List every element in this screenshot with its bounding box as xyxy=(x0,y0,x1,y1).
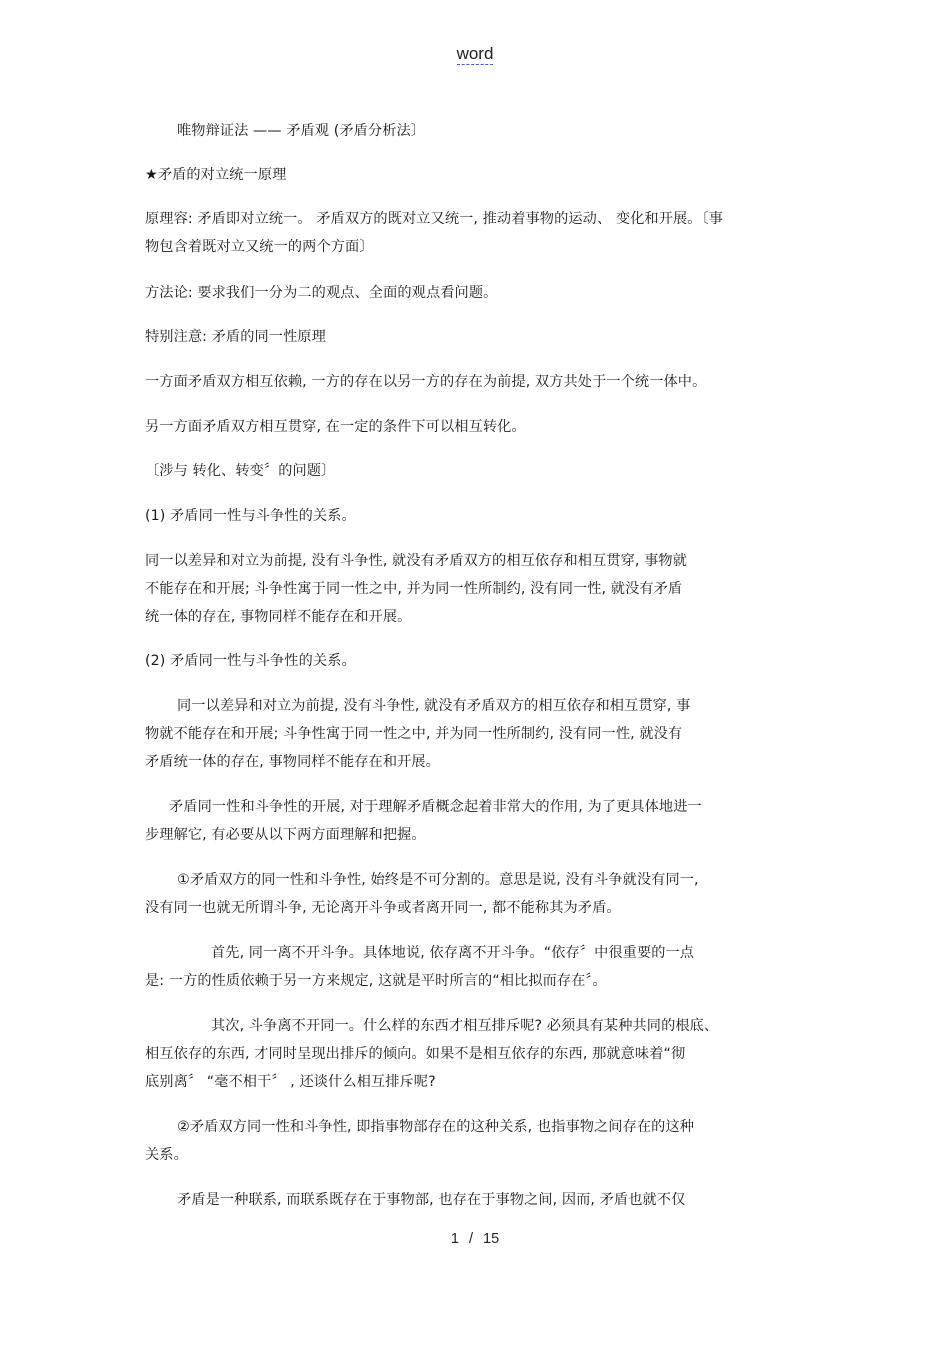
page-current: 1 xyxy=(450,1231,459,1247)
text-line: 原理容: 矛盾即对立统一。 矛盾双方的既对立又统一, 推动着事物的运动、 变化和开展。〔事 xyxy=(145,211,724,227)
text-line: 同一以差异和对立为前提, 没有斗争性, 就没有矛盾双方的相互依存和相互贯穿, 事 xyxy=(177,698,691,714)
text-line: (1) 矛盾同一性与斗争性的关系。 xyxy=(145,508,356,524)
text-line: 没有同一也就无所谓斗争, 无论离开斗争或者离开同一, 都不能称其为矛盾。 xyxy=(145,900,621,916)
text-line: ①矛盾双方的同一性和斗争性, 始终是不可分割的。意思是说, 没有斗争就没有同一, xyxy=(177,872,699,888)
text-line: 关系。 xyxy=(145,1147,188,1163)
page-header xyxy=(0,44,950,64)
page-separator: / xyxy=(468,1231,473,1247)
text-line: ★矛盾的对立统一原理 xyxy=(145,167,287,183)
text-line: 物包含着既对立又统一的两个方面〕 xyxy=(145,239,374,255)
text-line: 方法论: 要求我们一分为二的观点、全面的观点看问题。 xyxy=(145,285,498,301)
text-line: 同一以差异和对立为前提, 没有斗争性, 就没有矛盾双方的相互依存和相互贯穿, 事物就 xyxy=(145,553,688,569)
text-line: 不能存在和开展; 斗争性寓于同一性之中, 并为同一性所制约, 没有同一性, 就没有矛盾 xyxy=(145,581,683,597)
text-line: 首先, 同一离不开斗争。具体地说, 依存离不开斗争。“依存〞中很重要的一点 xyxy=(211,945,695,961)
document-body xyxy=(145,118,813,1213)
page-footer xyxy=(0,1231,950,1247)
text-line: 统一体的存在, 事物同样不能存在和开展。 xyxy=(145,609,412,625)
text-line: 底别离〞 “毫不相干〞 , 还谈什么相互排斥呢? xyxy=(145,1074,436,1090)
text-line: 矛盾是一种联系, 而联系既存在于事物部, 也存在于事物之间, 因而, 矛盾也就不仅 xyxy=(177,1192,686,1208)
page-total: 15 xyxy=(483,1231,500,1247)
text-line: (2) 矛盾同一性与斗争性的关系。 xyxy=(145,653,356,669)
text-line: 另一方面矛盾双方相互贯穿, 在一定的条件下可以相互转化。 xyxy=(145,419,526,435)
text-line: 一方面矛盾双方相互依赖, 一方的存在以另一方的存在为前提, 双方共处于一个统一体中。 xyxy=(145,374,707,390)
text-line: 相互依存的东西, 才同时呈现出排斥的倾向。如果不是相互依存的东西, 那就意味着“彻 xyxy=(145,1046,686,1062)
text-line: 〔涉与 转化、转变〞的问题〕 xyxy=(145,463,336,479)
text-line: 步理解它, 有必要从以下两方面理解和把握。 xyxy=(145,827,426,843)
text-line: 其次, 斗争离不开同一。什么样的东西才相互排斥呢? 必须具有某种共同的根底、 xyxy=(211,1018,719,1034)
header-title: word xyxy=(456,44,494,63)
text-line: 特别注意: 矛盾的同一性原理 xyxy=(145,329,326,345)
text-line: 唯物辩证法 —— 矛盾观 (矛盾分析法〕 xyxy=(177,123,426,139)
text-line: 矛盾统一体的存在, 事物同样不能存在和开展。 xyxy=(145,754,440,770)
text-line: 矛盾同一性和斗争性的开展, 对于理解矛盾概念起着非常大的作用, 为了更具体地进一 xyxy=(169,799,702,815)
text-line: 物就不能存在和开展; 斗争性寓于同一性之中, 并为同一性所制约, 没有同一性, 就没有 xyxy=(145,726,683,742)
text-line: ②矛盾双方同一性和斗争性, 即指事物部存在的这种关系, 也指事物之间存在的这种 xyxy=(177,1119,695,1135)
text-line: 是: 一方的性质依赖于另一方来规定, 这就是平时所言的“相比拟而存在〞。 xyxy=(145,973,607,989)
